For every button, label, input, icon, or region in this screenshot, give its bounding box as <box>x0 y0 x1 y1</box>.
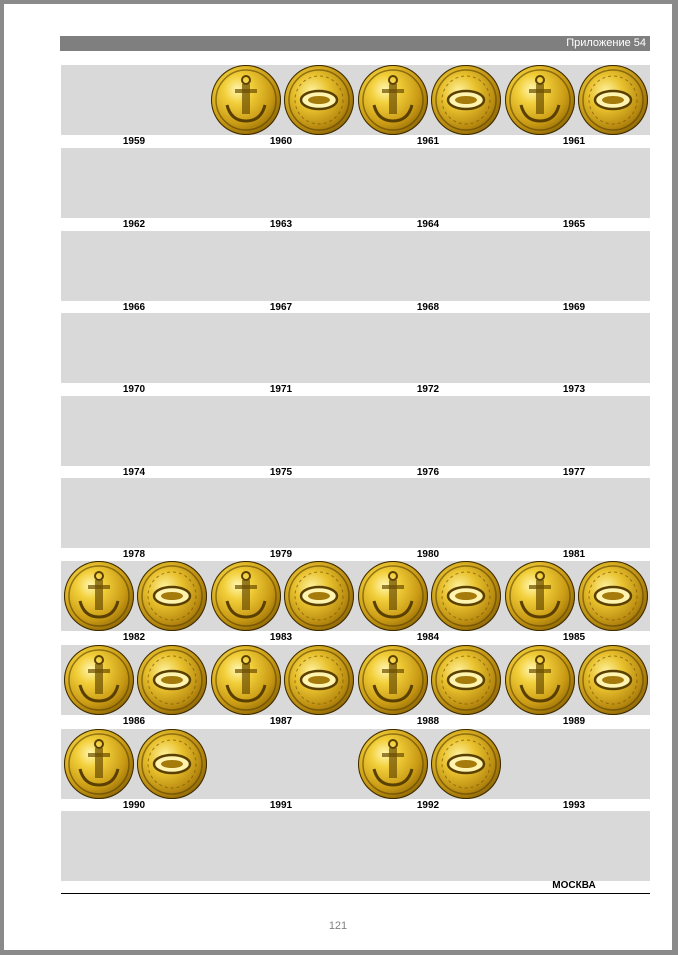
year-label: 1965 <box>562 219 586 230</box>
anchor-icon <box>358 645 428 715</box>
year-label: 1978 <box>122 549 146 560</box>
year-label: 1991 <box>269 800 293 811</box>
year-label: 1971 <box>269 384 293 395</box>
anchor-icon <box>358 729 428 799</box>
year-label: 1961 <box>416 136 440 147</box>
year-label: 1967 <box>269 302 293 313</box>
anchor-icon <box>505 65 575 135</box>
appendix-header <box>60 36 650 51</box>
year-label: 1962 <box>122 219 146 230</box>
year-row-panel <box>61 396 650 466</box>
year-label: 1983 <box>269 632 293 643</box>
year-label: 1975 <box>269 467 293 478</box>
year-label: 1979 <box>269 549 293 560</box>
button-shank-icon <box>284 561 354 631</box>
anchor-icon <box>211 645 281 715</box>
anchor-icon <box>211 65 281 135</box>
year-label: 1959 <box>122 136 146 147</box>
anchor-icon <box>64 561 134 631</box>
year-row-panel <box>61 231 650 301</box>
year-label: 1974 <box>122 467 146 478</box>
year-label: 1964 <box>416 219 440 230</box>
document-page <box>4 4 672 950</box>
year-label: 1961 <box>562 136 586 147</box>
year-label: 1987 <box>269 716 293 727</box>
anchor-icon <box>358 65 428 135</box>
button-shank-icon <box>578 561 648 631</box>
button-shank-icon <box>137 729 207 799</box>
year-label: 1972 <box>416 384 440 395</box>
year-label: 1963 <box>269 219 293 230</box>
year-label: 1992 <box>416 800 440 811</box>
anchor-icon <box>505 645 575 715</box>
button-shank-icon <box>284 65 354 135</box>
year-label: 1989 <box>562 716 586 727</box>
year-label: 1960 <box>269 136 293 147</box>
year-label: 1990 <box>122 800 146 811</box>
year-row-panel <box>61 148 650 218</box>
empty-panel <box>61 811 650 881</box>
anchor-icon <box>358 561 428 631</box>
year-label: 1968 <box>416 302 440 313</box>
year-label: 1988 <box>416 716 440 727</box>
year-label: 1980 <box>416 549 440 560</box>
year-label: 1973 <box>562 384 586 395</box>
year-label: 1993 <box>562 800 586 811</box>
year-label: 1986 <box>122 716 146 727</box>
footer-rule <box>61 893 650 894</box>
anchor-icon <box>505 561 575 631</box>
year-label: 1970 <box>122 384 146 395</box>
year-label: 1976 <box>416 467 440 478</box>
year-row-panel <box>61 478 650 548</box>
year-row-panel <box>61 313 650 383</box>
button-shank-icon <box>578 65 648 135</box>
button-shank-icon <box>431 729 501 799</box>
button-shank-icon <box>431 561 501 631</box>
year-label: 1969 <box>562 302 586 313</box>
button-shank-icon <box>431 65 501 135</box>
city-label: МОСКВА <box>552 880 596 891</box>
anchor-icon <box>211 561 281 631</box>
year-label: 1977 <box>562 467 586 478</box>
anchor-icon <box>64 729 134 799</box>
button-shank-icon <box>137 645 207 715</box>
anchor-icon <box>64 645 134 715</box>
year-label: 1984 <box>416 632 440 643</box>
button-shank-icon <box>137 561 207 631</box>
button-shank-icon <box>284 645 354 715</box>
page-number: 121 <box>328 920 348 932</box>
year-label: 1982 <box>122 632 146 643</box>
year-label: 1966 <box>122 302 146 313</box>
button-shank-icon <box>431 645 501 715</box>
year-label: 1985 <box>562 632 586 643</box>
appendix-label: Приложение 54 <box>566 37 646 49</box>
button-shank-icon <box>578 645 648 715</box>
year-label: 1981 <box>562 549 586 560</box>
